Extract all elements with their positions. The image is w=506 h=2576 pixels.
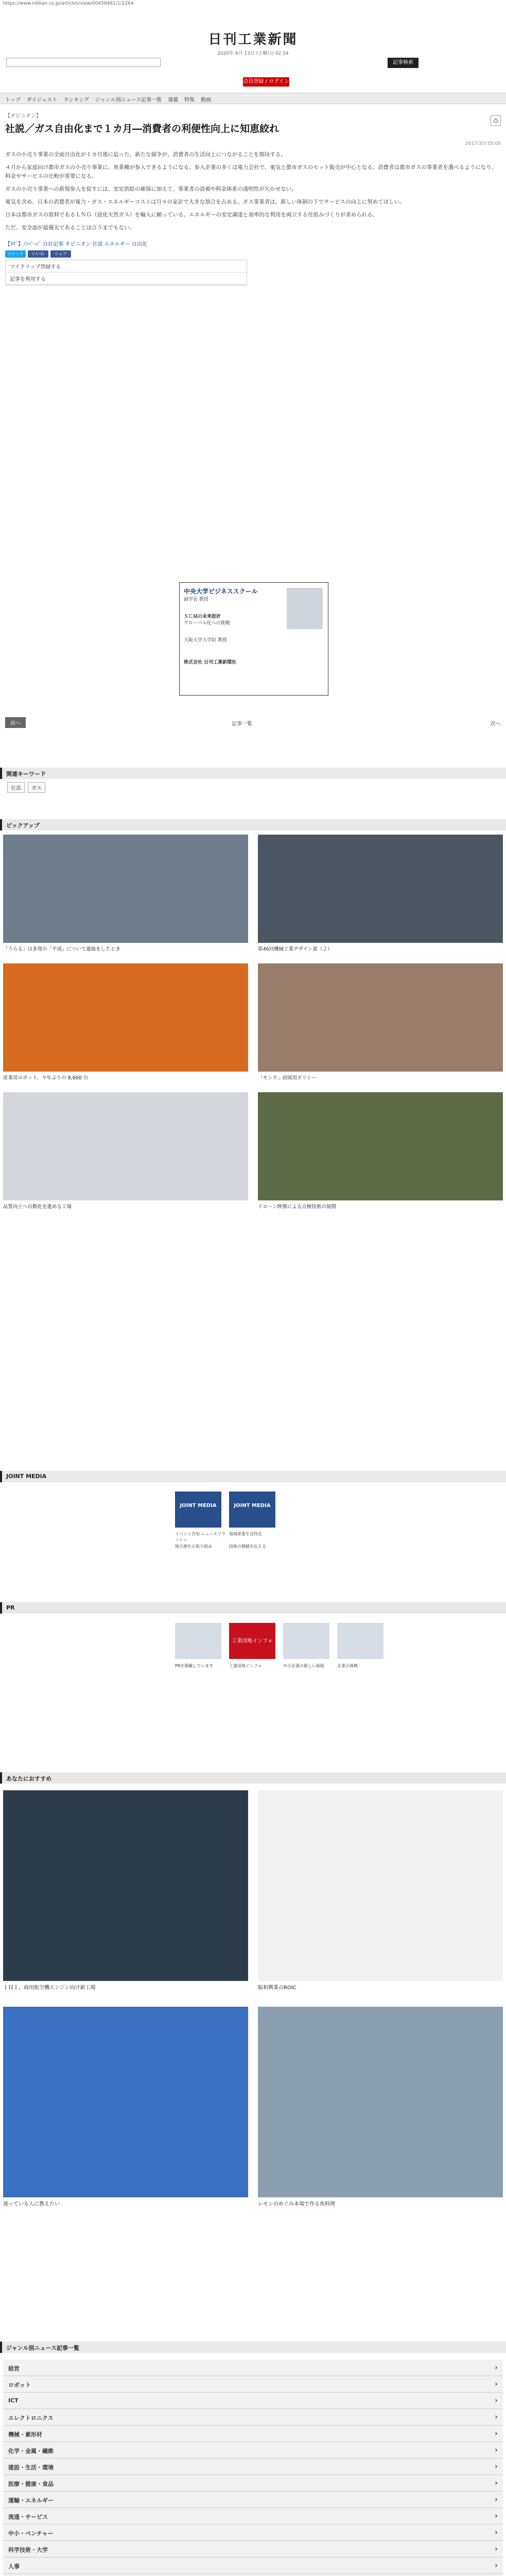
recommend-caption: 阪和興業のROIC [258, 1985, 296, 1991]
article-paragraph: ただ、安全面が最優先であることは言うまでもない。 [5, 225, 135, 231]
share-button[interactable]: ツイート [5, 250, 26, 258]
keyword-tag[interactable]: 社説 [7, 782, 25, 793]
search-input[interactable] [6, 58, 161, 67]
section-recommend: あなたにおすすめ [0, 1772, 506, 1784]
pickup-item[interactable] [258, 1092, 503, 1216]
genre-row[interactable]: 運輸・エネルギー › [3, 2492, 503, 2508]
site-logo[interactable]: 日刊工業新聞 [208, 32, 298, 47]
article-title: 社説／ガス自由化まで１カ月―消費者の利便性向上に知恵絞れ [5, 123, 280, 134]
article-tags[interactable]: 【ﾀｸﾞ】ﾉﾝﾍﾟｰｼﾞ 自社記事 オピニオン 社説 エネルギー 自由化 [5, 242, 147, 247]
ad-line-1: グローバル化への挑戦 [184, 621, 230, 626]
ad-person: 副学長 教授 [184, 597, 208, 602]
pickup-item[interactable] [3, 835, 248, 958]
article-category: 【オピニオン】 [5, 113, 41, 119]
article-body [5, 150, 501, 232]
recommend-item[interactable] [3, 1790, 248, 1991]
pr-thumbnail[interactable] [283, 1623, 329, 1659]
joint-caption[interactable]: 地域産業を活性化 [229, 1532, 262, 1536]
member-login-button[interactable]: 会員登録 / ログイン [243, 77, 289, 87]
pickup-item[interactable] [3, 963, 248, 1087]
recommend-image [3, 1790, 248, 1981]
pickup-image [3, 835, 248, 943]
section-keyword: 関連キーワード [0, 768, 506, 779]
bookmark-row[interactable]: 記事を利用する [6, 273, 247, 285]
article [5, 111, 501, 285]
keyword-row [7, 782, 45, 793]
section-pr: PR [0, 1602, 506, 1614]
pickup-grid [3, 835, 503, 1381]
recommend-image [3, 2007, 248, 2197]
genre-row[interactable]: 建設・生活・環境 › [3, 2459, 503, 2475]
pr-thumbnail[interactable]: 工業団地インフォ [229, 1623, 275, 1659]
genre-row[interactable]: エレクトロニクス › [3, 2409, 503, 2426]
pr-caption[interactable]: 中小企業の新しい取組 [283, 1664, 324, 1668]
genre-row[interactable]: 化学・金属・繊維 › [3, 2442, 503, 2459]
article-paragraph: ４月から家庭向け都市ガスの小売り事業に、異業種が参入できるようになる。参入企業の多くは電力会社で、電気と都市ガスのセット販売が中心となる。消費者は都市ガスの事業者を選べるようになり、料金やサービスの比較が重要になる。 [5, 164, 497, 179]
section-pickup: ピックアップ [0, 819, 506, 831]
pickup-caption: 「モンテ」初採用ポリシー [258, 1075, 317, 1081]
joint-caption[interactable]: イベント告知 ニュースフラッシュ [175, 1532, 226, 1542]
pickup-item[interactable] [3, 1092, 248, 1216]
prev-link[interactable]: 前へ [5, 717, 26, 728]
pickup-image [258, 1092, 503, 1200]
genre-list [3, 2360, 503, 2576]
section-genre: ジャンル別ニュース記事一覧 [0, 2342, 506, 2353]
article-paragraph: 電気を含め、日本の消費者が電力・ガス・エネルギーコストは月々の家計で大きな割合を占める。ガス事業者は、新しい体制の下でサービスの向上に努めてほしい。 [5, 199, 405, 205]
joint-caption[interactable]: 技術の価値を伝える [229, 1544, 266, 1549]
recommend-image [258, 2007, 503, 2197]
pickup-image [3, 963, 248, 1072]
masthead [0, 8, 506, 60]
share-row [5, 250, 501, 258]
pickup-caption: 品質向上へ自動化を進める工場 [3, 1204, 72, 1210]
pr-caption[interactable]: PRを掲載しています [175, 1664, 214, 1668]
recommend-image [258, 1790, 503, 1981]
genre-row[interactable]: ICT › [3, 2393, 503, 2409]
pickup-item[interactable] [258, 835, 503, 958]
article-paragraph: ガスの小売り事業への新規参入を促すには、安定供給の確保に加えて、事業者の設備や料金体系の透明性が欠かせない。 [5, 186, 297, 192]
ad-company: 株式会社 日刊工業新聞社 [184, 660, 237, 665]
genre-row[interactable]: 流通・サービス › [3, 2508, 503, 2524]
genre-row[interactable]: 経営 › [3, 2360, 503, 2376]
pickup-image [258, 963, 503, 1072]
article-paragraph: ガスの小売り事業の全面自由化が１カ月後に迫った。新たな競争が、消費者の生活向上につながることを期待する。 [5, 151, 286, 158]
recommend-item[interactable] [258, 2007, 503, 2207]
recommend-caption: ＩＨＩ、商用航空機エンジン向け新工場 [3, 1985, 96, 1991]
nav-item[interactable]: 特集 [184, 97, 195, 103]
pr-thumbnail[interactable] [337, 1623, 383, 1659]
nav-item[interactable]: トップ [5, 97, 21, 103]
nav-item[interactable]: 連載 [168, 97, 179, 103]
ad-line-2: 大阪大学大学院 教授 [184, 638, 227, 643]
pr-thumbnail[interactable] [175, 1623, 221, 1659]
next-link[interactable]: 次へ [491, 721, 501, 727]
pickup-image [3, 1092, 248, 1200]
recommend-caption: レモンのめぐみ本場で作る魚料理 [258, 2201, 335, 2207]
date-line: 2020年 6月 13日 (土曜日) 02:34 [217, 51, 289, 56]
ad-line-0: ＳＣＭの未来設計 [184, 614, 221, 619]
pr-caption[interactable]: 工業団地インフォ [229, 1664, 262, 1668]
search-button[interactable]: 記事検索 [388, 58, 418, 68]
genre-row[interactable]: ロボット › [3, 2376, 503, 2393]
nav-item[interactable]: ダイジェスト [26, 97, 58, 103]
nav-item[interactable]: ジャンル別ニュース記事一覧 [95, 97, 162, 103]
ad-photo [287, 588, 323, 629]
joint-caption[interactable]: 地方創生の取り組み [175, 1544, 212, 1549]
global-nav [0, 93, 506, 104]
pickup-caption: 産業用ロボット、９年ぶりの 8,600 台 [3, 1075, 89, 1081]
genre-row[interactable] [3, 2574, 503, 2576]
keyword-tag[interactable]: ガス [28, 782, 45, 793]
pickup-item[interactable] [258, 963, 503, 1087]
joint-media-logo[interactable]: JOINT MEDIA [175, 1492, 221, 1528]
pickup-caption: 「うらる」は多発の「平成」について連絡をしたとき [3, 946, 120, 952]
genre-row[interactable]: 科学技術・大学 › [3, 2541, 503, 2557]
bookmark-row[interactable]: マイクリップ登録する [6, 260, 247, 273]
pickup-image [258, 835, 503, 943]
ad-school: 中央大学ビジネススクール [184, 588, 258, 595]
url-bar[interactable]: https://www.nikkan.co.jp/articles/view/00456481/1/2264 [3, 1, 134, 6]
print-icon[interactable]: ⎙ [491, 115, 501, 126]
pickup-caption: ドローン映像による点検技術の展開 [258, 1204, 336, 1210]
publish-date: 2017/3/3 05:00 [465, 141, 501, 146]
joint-media-logo[interactable]: JOINT MEDIA [229, 1492, 275, 1528]
bookmark-box [5, 260, 247, 285]
genre-row[interactable]: 機械・素形材 › [3, 2426, 503, 2442]
genre-row[interactable]: 中小・ベンチャー › [3, 2524, 503, 2541]
pickup-caption: 第46回機械工業デザイン賞（２） [258, 946, 333, 952]
nav-item[interactable]: 動画 [201, 97, 212, 103]
genre-row[interactable]: 医療・健康・食品 › [3, 2475, 503, 2492]
recommend-item[interactable] [3, 2007, 248, 2207]
list-link[interactable]: 記事一覧 [232, 721, 252, 727]
recommend-caption: 迷っている人に教えたい [3, 2201, 60, 2207]
recommend-item[interactable] [258, 1790, 503, 1991]
section-joint: JOINT MEDIA [0, 1471, 506, 1482]
article-paragraph: 日本は都市ガスの原料であるＬＮＧ（液化天然ガス）を輸入に頼っている。エネルギーの安定調達と効率的な利用を両立する仕組みづくりが求められる。 [5, 212, 378, 218]
share-button[interactable]: いいね [28, 250, 48, 258]
nav-item[interactable]: ランキング [63, 97, 90, 103]
ad-card[interactable] [179, 582, 328, 696]
pr-caption[interactable]: 企業の挑戦 [337, 1664, 358, 1668]
pager [5, 717, 501, 730]
share-button[interactable]: シェア [50, 250, 71, 258]
genre-row[interactable]: 人事 › [3, 2557, 503, 2574]
